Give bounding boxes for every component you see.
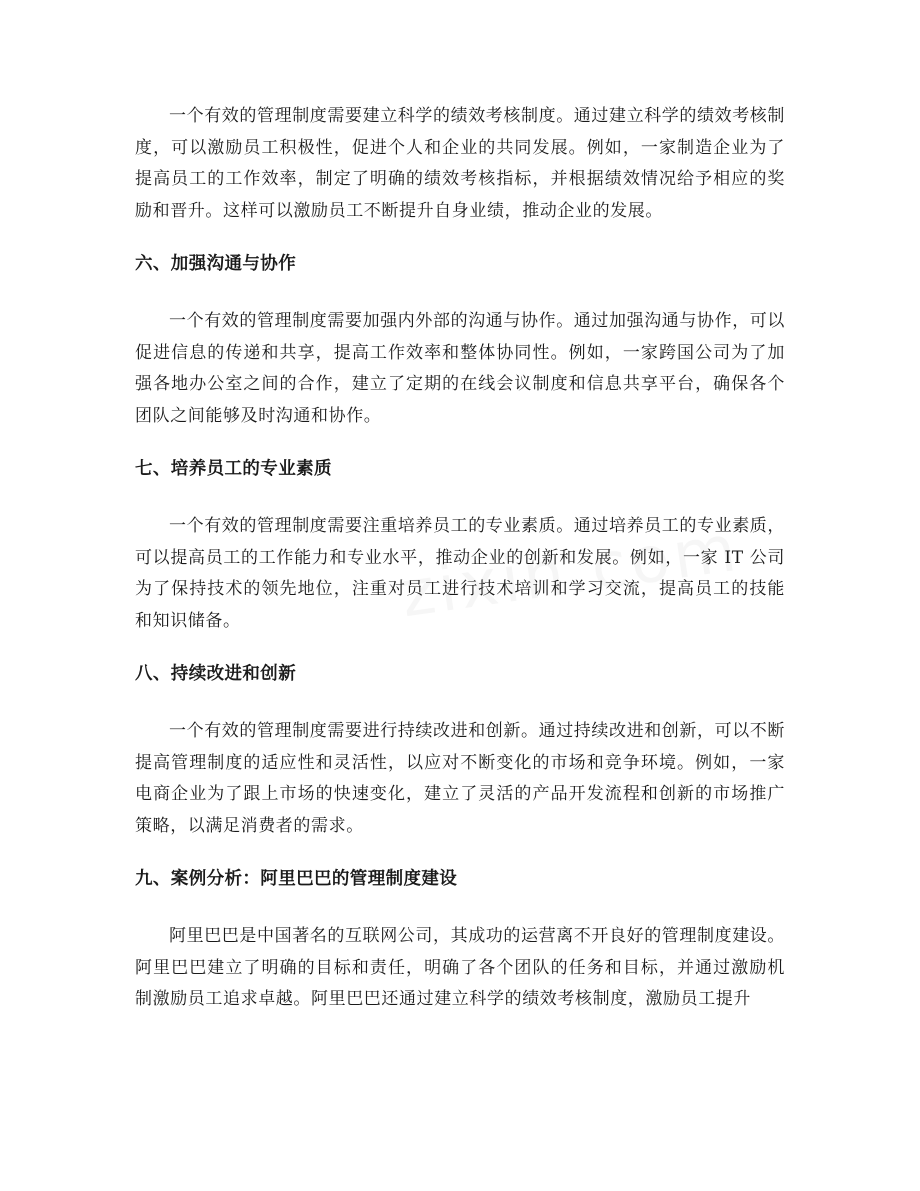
paragraph-case-study: 阿里巴巴是中国著名的互联网公司，其成功的运营离不开良好的管理制度建设。阿里巴巴建立了明确的目标和责任，明确了各个团队的任务和目标，并通过激励机制激励员工追求卓越。阿里巴巴还通过建立科学的绩效考核制度，激励员工提升 xyxy=(135,926,785,1009)
document-body xyxy=(135,101,785,1016)
paragraph-performance-review: 一个有效的管理制度需要建立科学的绩效考核制度。通过建立科学的绩效考核制度，可以激励员工积极性，促进个人和企业的共同发展。例如，一家制造企业为了提高员工的工作效率，制定了明确的绩效考核指标，并根据绩效情况给予相应的奖励和晋升。这样可以激励员工不断提升自身业绩，推动企业的发展。 xyxy=(135,106,785,221)
paragraph-communication: 一个有效的管理制度需要加强内外部的沟通与协作。通过加强沟通与协作，可以促进信息的传递和共享，提高工作效率和整体协同性。例如，一家跨国公司为了加强各地办公室之间的合作，建立了定期的在线会议制度和信息共享平台，确保各个团队之间能够及时沟通和协作。 xyxy=(135,311,785,426)
heading-employee-skills: 七、培养员工的专业素质 xyxy=(135,459,332,479)
paragraph-continuous-improvement: 一个有效的管理制度需要进行持续改进和创新。通过持续改进和创新，可以不断提高管理制度的适应性和灵活性，以应对不断变化的市场和竞争环境。例如，一家电商企业为了跟上市场的快速变化，建立了灵活的产品开发流程和创新的市场推广策略，以满足消费者的需求。 xyxy=(135,721,785,836)
paragraph-employee-skills: 一个有效的管理制度需要注重培养员工的专业素质。通过培养员工的专业素质，可以提高员工的工作能力和专业水平，推动企业的创新和发展。例如，一家 IT 公司为了保持技术的领先地位，注重对员工进行技术培训和学习交流，提高员工的技能和知识储备。 xyxy=(135,516,785,631)
heading-communication: 六、加强沟通与协作 xyxy=(135,254,297,274)
heading-case-study: 九、案例分析：阿里巴巴的管理制度建设 xyxy=(135,869,458,889)
heading-continuous-improvement: 八、持续改进和创新 xyxy=(135,664,297,684)
